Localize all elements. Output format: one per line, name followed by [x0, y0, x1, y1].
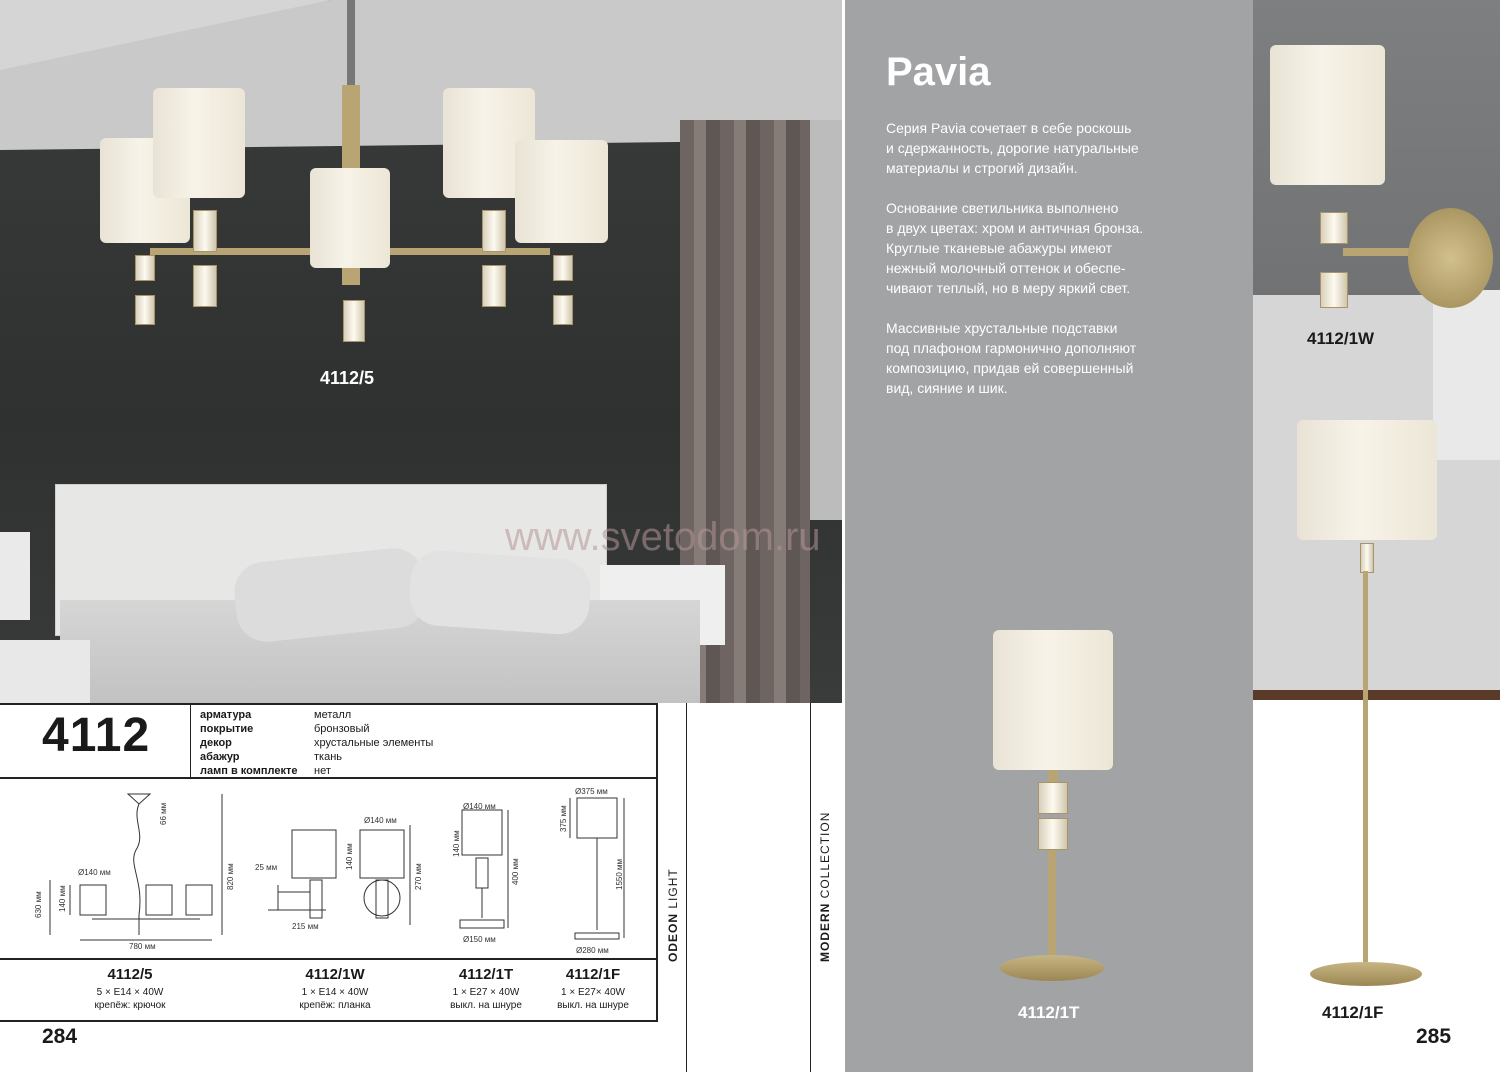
wall-lamp-caption: 4112/1W	[1307, 329, 1375, 348]
collection-light: COLLECTION	[818, 811, 832, 899]
dim-label: 25 мм	[255, 863, 278, 872]
dim-label: 630 мм	[34, 891, 43, 918]
spec-key: покрытие	[200, 723, 254, 735]
text-line: вид, сияние и шик.	[886, 380, 1008, 396]
dim-label: 140 мм	[452, 830, 461, 857]
model-lamps: 5 × E14 × 40W	[96, 987, 164, 998]
dim-label: 1550 мм	[615, 858, 624, 890]
brand-light: LIGHT	[666, 868, 680, 909]
dim-label: 140 мм	[345, 843, 354, 870]
divider	[0, 1020, 656, 1022]
spec-key: декор	[200, 737, 232, 749]
description-paragraph	[886, 318, 1186, 398]
dim-label: Ø280 мм	[576, 946, 609, 955]
divider	[0, 703, 656, 705]
model-lamps: 1 × E27 × 40W	[452, 987, 520, 998]
watermark: www.svetodom.ru	[505, 515, 821, 559]
collection-bold: MODERN	[818, 902, 832, 962]
spec-value: нет	[314, 765, 331, 777]
text-line: в двух цветах: хром и античная бронза.	[886, 220, 1144, 236]
divider	[190, 705, 191, 777]
dim-label: 375 мм	[559, 805, 568, 832]
dim-label: 820 мм	[226, 863, 235, 890]
divider	[810, 703, 811, 1072]
spec-key: абажур	[200, 751, 240, 763]
drawer	[0, 640, 90, 703]
spec-key: арматура	[200, 709, 252, 721]
series-title: Pavia	[886, 50, 991, 94]
dim-label: 270 мм	[414, 863, 423, 890]
model-lamps: 1 × E27× 40W	[561, 987, 625, 998]
description-paragraph	[886, 198, 1186, 298]
spec-value: ткань	[314, 751, 343, 763]
divider	[0, 777, 656, 779]
model-name: 4112/1W	[305, 966, 365, 983]
text-line: материалы и строгий дизайн.	[886, 160, 1078, 176]
dim-label: Ø140 мм	[463, 802, 496, 811]
dim-label: Ø140 мм	[78, 868, 111, 877]
model-name: 4112/1F	[565, 966, 621, 983]
spec-value: хрустальные элементы	[314, 737, 434, 749]
divider	[656, 703, 658, 1022]
brand-bold: ODEON	[666, 912, 680, 962]
model-number: 4112	[42, 709, 151, 762]
pillow	[408, 549, 593, 636]
page-number-right: 285	[1416, 1025, 1452, 1048]
dim-label: 780 мм	[129, 942, 156, 951]
dim-label: 66 мм	[159, 802, 168, 825]
model-name: 4112/5	[107, 966, 153, 983]
text-line: Массивные хрустальные подставки	[886, 320, 1118, 336]
text-line: композицию, придав ей совершенный	[886, 360, 1134, 376]
model-lamps: 1 × E14 × 40W	[301, 987, 369, 998]
text-line: Серия Pavia сочетает в себе роскошь	[886, 120, 1132, 136]
chandelier-caption: 4112/5	[320, 368, 375, 388]
text-line: и сдержанность, дорогие натуральные	[886, 140, 1139, 156]
dim-label: 215 мм	[292, 922, 319, 931]
dim-label: 400 мм	[511, 858, 520, 885]
page-number-left: 284	[42, 1025, 78, 1048]
text-line: Основание светильника выполнено	[886, 200, 1119, 216]
bedroom-photo	[0, 0, 842, 703]
wall-switch	[0, 532, 30, 620]
window	[810, 120, 842, 520]
divider	[0, 958, 656, 960]
spec-value: бронзовый	[314, 723, 370, 735]
model-name: 4112/1T	[458, 966, 514, 983]
dim-label: 140 мм	[58, 885, 67, 912]
model-mount: крепёж: планка	[299, 1000, 371, 1011]
collection-label	[818, 812, 832, 962]
divider	[686, 703, 687, 1072]
floor-lamp-caption: 4112/1F	[1322, 1003, 1384, 1022]
spec-value: металл	[314, 709, 352, 721]
model-mount: выкл. на шнуре	[557, 1000, 629, 1011]
model-mount: крепёж: крючок	[94, 1000, 166, 1011]
spec-key: ламп в комплекте	[200, 765, 298, 777]
dim-label: Ø140 мм	[364, 816, 397, 825]
text-line: Круглые тканевые абажуры имеют	[886, 240, 1113, 256]
model-mount: выкл. на шнуре	[450, 1000, 522, 1011]
description-paragraph	[886, 118, 1186, 178]
text-line: под плафоном гармонично дополняют	[886, 340, 1137, 356]
text-line: чивают теплый, но в меру яркий свет.	[886, 280, 1131, 296]
table-lamp-caption: 4112/1T	[1018, 1003, 1080, 1022]
dim-label: Ø150 мм	[463, 935, 496, 944]
text-line: нежный молочный оттенок и обеспе-	[886, 260, 1126, 276]
brand-label	[666, 868, 680, 962]
dim-label: Ø375 мм	[575, 787, 608, 796]
